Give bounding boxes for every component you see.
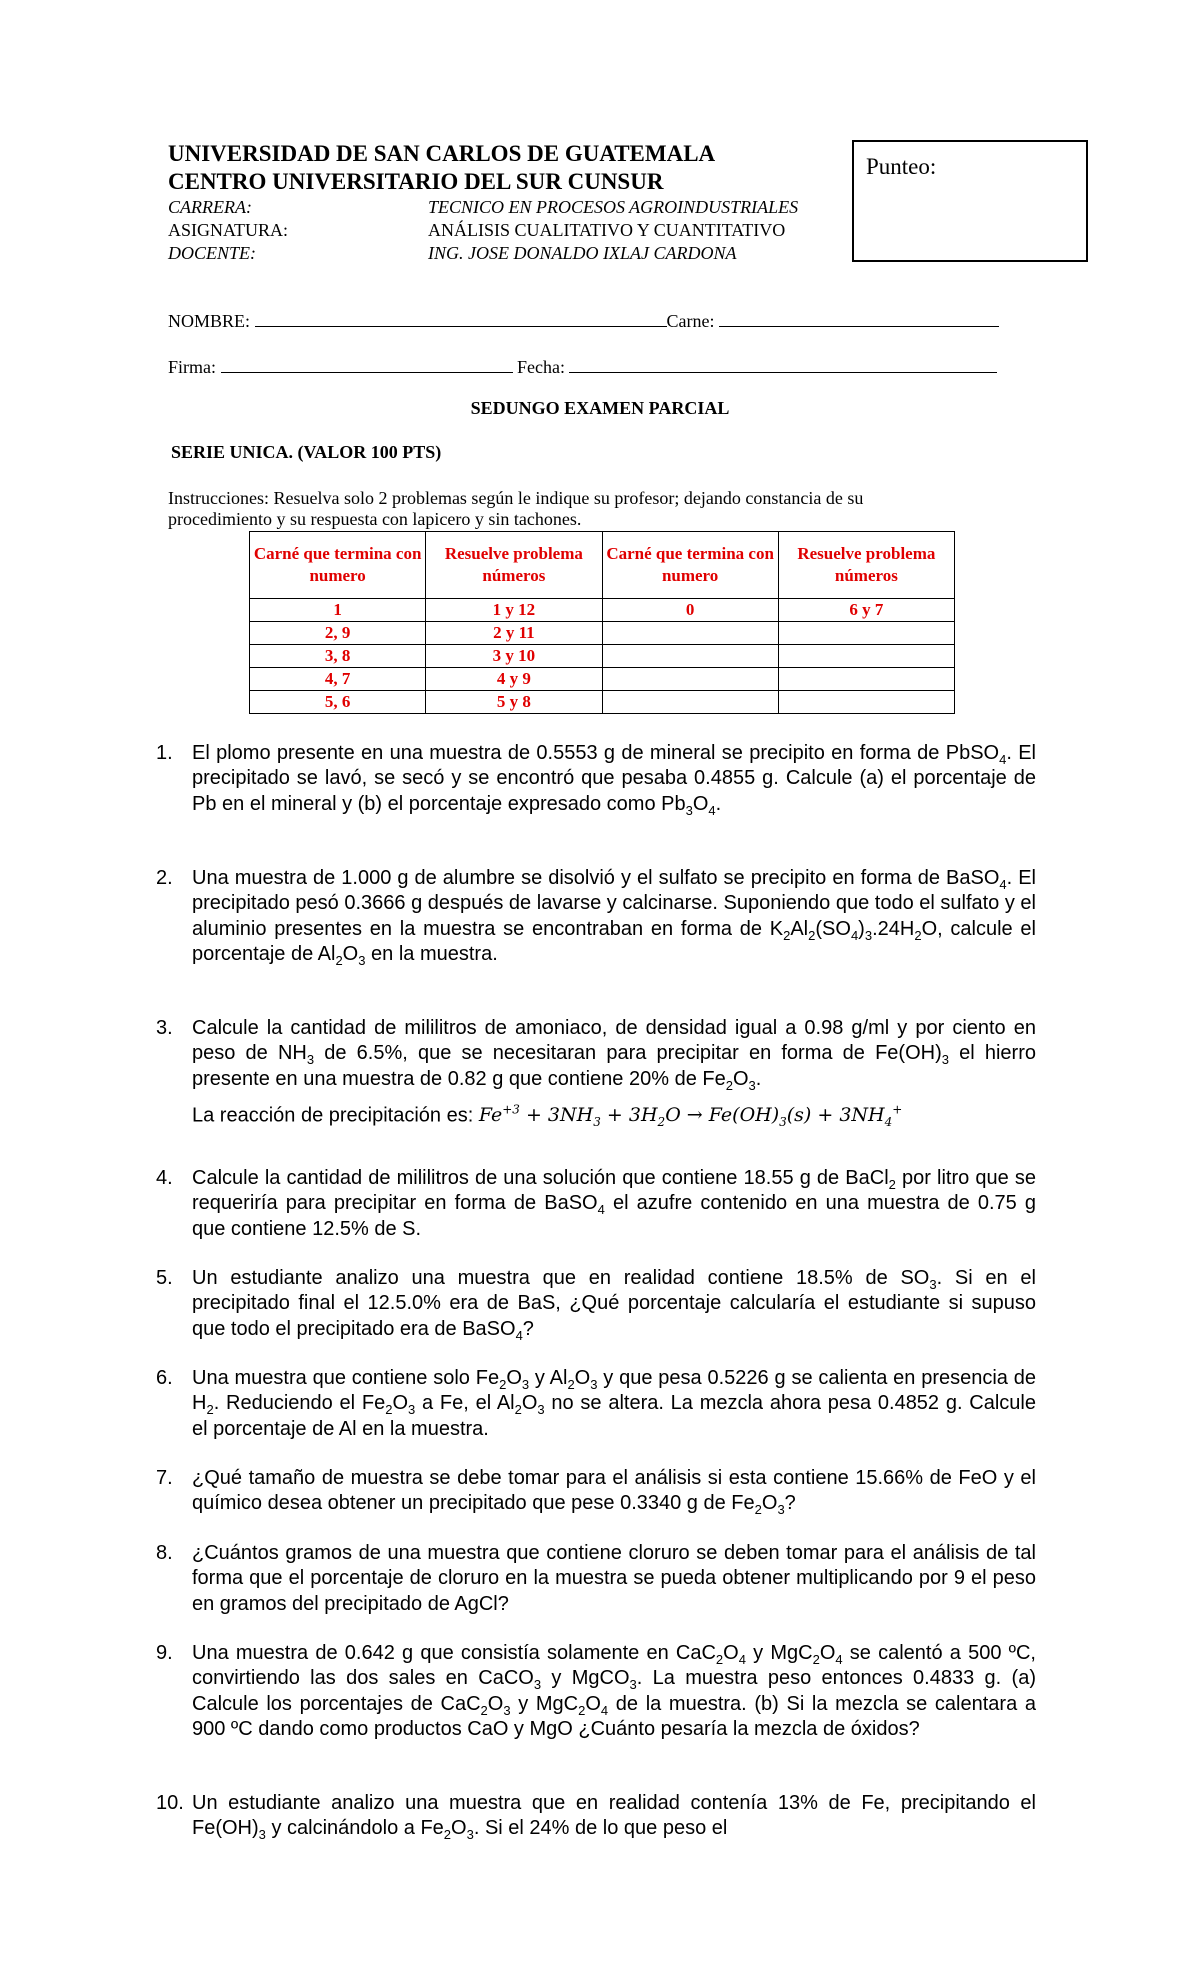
problem-number: 6. (156, 1367, 173, 1389)
assignment-table (249, 531, 955, 714)
subject-value: ANÁLISIS CUALITATIVO Y CUANTITATIVO (428, 220, 786, 240)
problem-text: Calcule la cantidad de mililitros de una solución que contiene 18.55 g de BaCl$_2$ por litro que se requeriría para precipitar en forma de BaSO$_4$ el azufre contenido en una muestra de 0.75 g que contiene 12.5% de S. (192, 1167, 1037, 1240)
table-cell: 1 (250, 599, 426, 622)
problem-3 (156, 1016, 1036, 1130)
table-cell: 2 y 11 (426, 622, 602, 645)
university-name: UNIVERSIDAD DE SAN CARLOS DE GUATEMALA (168, 141, 716, 166)
problem-text: ¿Qué tamaño de muestra se debe tomar para el análisis si esta contiene 15.66% de FeO y el químico desea obtener un precipitado que pese 0.3340 g de $Fe_2O_3$? (192, 1467, 1036, 1518)
carne-field[interactable] (719, 308, 999, 327)
center-name: CENTRO UNIVERSITARIO DEL SUR CUNSUR (168, 169, 664, 194)
signature-row (168, 354, 997, 378)
signature-label: Firma: (168, 357, 216, 377)
problem-10 (156, 1791, 1036, 1843)
table-cell (602, 622, 778, 645)
table-cell (778, 645, 954, 668)
table-cell: 5 y 8 (426, 691, 602, 714)
table-cell: 2, 9 (250, 622, 426, 645)
score-box[interactable] (852, 140, 1088, 262)
teacher-label: DOCENTE: (168, 243, 257, 263)
table-header-row (250, 532, 955, 599)
header-cell: Resuelve problema números (426, 532, 602, 599)
problem-7 (156, 1466, 1036, 1518)
reaction-equation: $Fe^{+3} + 3NH_3 + 3H_2O \to Fe(OH)_3(s) + 3NH_4^+$ (478, 1102, 903, 1130)
problem-text: Calcule la cantidad de mililitros de amoniaco, de densidad igual a 0.98 g/ml y por ciento en peso de $NH_3$ de 6.5%, que se necesitaran para precipitar en forma de $Fe(OH)_3$ el hierro presente en una muestra de 0.82 g que contiene 20% de $Fe_2O_3$. (192, 1017, 1036, 1093)
problem-4 (156, 1166, 1037, 1242)
table-cell: 1 y 12 (426, 599, 602, 622)
table-cell (778, 668, 954, 691)
table-row (250, 691, 955, 714)
problem-text: Un estudiante analizo una muestra que en realidad contiene 18.5% de $SO_3$. Si en el precipitado final el 12.5.0% era de BaS, ¿Qué porcentaje calcularía el estudiante si supuso que todo el precipitado era de BaSO$_4$? (192, 1267, 1036, 1343)
reaction-line (192, 1098, 1036, 1129)
reaction-label: La reacción de precipitación es: (192, 1104, 474, 1127)
problem-number: 2. (156, 867, 173, 889)
date-field[interactable] (569, 354, 997, 373)
table-cell (602, 645, 778, 668)
problem-6 (156, 1366, 1037, 1442)
subject-label: ASIGNATURA: (168, 220, 289, 240)
problem-8 (156, 1541, 1036, 1617)
problem-1 (156, 741, 1036, 818)
table-cell: 4, 7 (250, 668, 426, 691)
problem-text: ¿Cuántos gramos de una muestra que contiene cloruro se deben tomar para el análisis de tal forma que el porcentaje de cloruro en la muestra se pueda obtener multiplicando por 9 el peso en gramos del precipitado de AgCl? (192, 1542, 1036, 1615)
career-label-text: CARRERA: (168, 197, 252, 217)
header-cell: Carné que termina con numero (250, 532, 426, 599)
table-cell: 5, 6 (250, 691, 426, 714)
header-cell: Carné que termina con numero (602, 532, 778, 599)
name-row (168, 308, 999, 332)
problem-number: 10. (156, 1792, 184, 1814)
name-label: NOMBRE: (168, 311, 251, 331)
problem-number: 3. (156, 1017, 173, 1039)
table-cell: 4 y 9 (426, 668, 602, 691)
table-cell (602, 691, 778, 714)
problem-number: 5. (156, 1267, 173, 1289)
date-label: Fecha: (517, 357, 565, 377)
table-row (250, 622, 955, 645)
table-cell (778, 691, 954, 714)
problem-text: Una muestra de 0.642 g que consistía solamente en $CaC_2O_4$ y $MgC_2O_4$ se calentó a 500 ºC, convirtiendo las dos sales en CaCO$_3$ y MgCO$_3$. La muestra peso entonces 0.4833 g. (a) Calcule los porcentajes de $CaC_2O_3$ y $MgC_2O_4$ de la muestra. (b) Si la mezcla se calentara a 900 ºC dando como productos CaO y MgO ¿Cuánto pesaría la mezcla de óxidos? (192, 1642, 1036, 1740)
career-value: TECNICO EN PROCESOS AGROINDUSTRIALES (428, 197, 799, 217)
problem-text: Una muestra que contiene solo $Fe_2O_3$ y $Al_2O_3$ y que pesa 0.5226 g se calienta en presencia de $H_2$. Reduciendo el $Fe_2O_3$ a Fe, el $Al_2O_3$ no se altera. La mezcla ahora pesa 0.4852 g. Calcule el porcentaje de Al en la muestra. (192, 1367, 1037, 1440)
table-cell: 3, 8 (250, 645, 426, 668)
problem-number: 4. (156, 1167, 173, 1189)
problem-5 (156, 1266, 1036, 1343)
problem-number: 8. (156, 1542, 173, 1564)
table-row (250, 599, 955, 622)
problem-text: Una muestra de 1.000 g de alumbre se disolvió y el sulfato se precipito en forma de BaSO$_4$. El precipitado pesó 0.3666 g después de lavarse y calcinarse. Suponiendo que todo el sulfato y el aluminio presentes en la muestra se encontraban en forma de $K_2Al_2(SO_4)_3.24H_2O$, calcule el porcentaje de $Al_2O_3$ en la muestra. (192, 867, 1036, 968)
problem-2 (156, 866, 1036, 968)
problem-number: 9. (156, 1642, 173, 1664)
instructions: Instrucciones: Resuelva solo 2 problemas según le indique su profesor; dejando constancia de su procedimiento y su respuesta con lapicero y sin tachones. (168, 488, 864, 529)
series-title: SERIE UNICA. (VALOR 100 PTS) (171, 442, 442, 462)
table-cell: 6 y 7 (778, 599, 954, 622)
teacher-value: ING. JOSE DONALDO IXLAJ CARDONA (428, 243, 737, 263)
problem-number: 1. (156, 742, 173, 764)
problem-text: Un estudiante analizo una muestra que en realidad contenía 13% de Fe, precipitando el $Fe(OH)_3$ y calcinándolo a $Fe_2O_3$. Si el 24% de lo que peso el (192, 1792, 1036, 1843)
career-label (168, 196, 252, 219)
carne-label: Carne: (666, 311, 715, 331)
problem-9 (156, 1641, 1036, 1742)
signature-field[interactable] (221, 354, 513, 373)
problem-number: 7. (156, 1467, 173, 1489)
score-label: Punteo: (866, 154, 937, 179)
table-row (250, 668, 955, 691)
table-cell: 3 y 10 (426, 645, 602, 668)
table-cell (778, 622, 954, 645)
header-cell: Resuelve problema números (778, 532, 954, 599)
table-cell: 0 (602, 599, 778, 622)
table-row (250, 645, 955, 668)
name-field[interactable] (255, 308, 667, 327)
exam-title: SEDUNGO EXAMEN PARCIAL (470, 398, 730, 418)
problem-text: El plomo presente en una muestra de 0.5553 g de mineral se precipito en forma de PbSO$_4$. El precipitado se lavó, se secó y se encontró que pesaba 0.4855 g. Calcule (a) el porcentaje de Pb en el mineral y (b) el porcentaje expresado como $Pb_3O_4$. (192, 742, 1036, 818)
table-cell (602, 668, 778, 691)
